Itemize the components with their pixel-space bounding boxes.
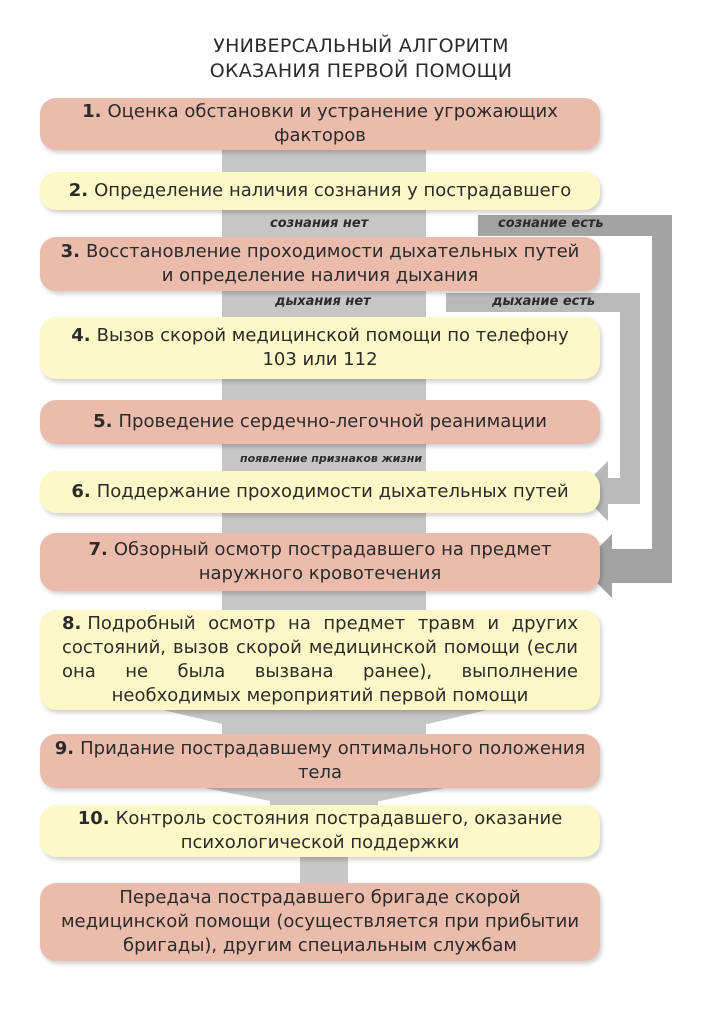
step-9-text: Придание пострадавшему оптимального положения тела	[80, 738, 586, 783]
step-6-text: Поддержание проходимости дыхательных путей	[96, 481, 569, 502]
label-signs-of-life: появление признаков жизни	[240, 452, 423, 465]
step-2-text: Определение наличия сознания у пострадавшего	[94, 180, 572, 201]
step-4-box	[40, 317, 600, 379]
final-step-box	[40, 883, 600, 961]
label-breathing-yes: дыхание есть	[492, 294, 596, 309]
label-no-breathing: дыхания нет	[275, 294, 371, 309]
step-1-number: 1.	[82, 101, 102, 122]
step-8-box	[40, 610, 600, 710]
label-consciousness-yes: сознание есть	[498, 216, 604, 231]
step-3-text: Восстановление проходимости дыхательных путей и определение наличия дыхания	[86, 241, 580, 286]
step-9-box	[40, 734, 600, 788]
title-line-1: УНИВЕРСАЛЬНЫЙ АЛГОРИТМ	[213, 35, 509, 57]
step-2-number: 2.	[68, 180, 89, 201]
label-no-consciousness: сознания нет	[270, 216, 369, 231]
title-line-2: ОКАЗАНИЯ ПЕРВОЙ ПОМОЩИ	[209, 60, 513, 82]
step-5-text: Проведение сердечно-легочной реанимации	[118, 411, 547, 432]
page-title	[0, 34, 722, 84]
step-1-box	[40, 98, 600, 150]
connector-bottom	[300, 855, 348, 885]
step-10-text: Контроль состояния пострадавшего, оказание психологической поддержки	[115, 808, 563, 853]
final-step-text: Передача пострадавшего бригаде скорой медицинской помощи (осуществляется при прибытии бригады), другим специальным службам	[60, 887, 580, 956]
step-5-number: 5.	[93, 411, 113, 432]
step-8-text: Подробный осмотр на предмет травм и других состояний, вызов скорой медицинской помощи (если она не была вызвана ранее), выполнение необходимых мероприятий первой помощи	[62, 613, 578, 706]
step-1-text: Оценка обстановки и устранение угрожающих факторов	[107, 101, 558, 146]
step-3-number: 3.	[60, 241, 80, 262]
step-3-box	[40, 237, 600, 291]
step-7-text: Обзорный осмотр пострадавшего на предмет наружного кровотечения	[113, 539, 552, 584]
step-7-box	[40, 533, 600, 591]
step-4-text: Вызов скорой медицинской помощи по телефону 103 или 112	[96, 325, 569, 370]
step-7-number: 7.	[88, 539, 108, 560]
step-8-number: 8.	[62, 613, 82, 634]
step-4-number: 4.	[71, 325, 91, 346]
step-10-box	[40, 805, 600, 857]
step-5-box	[40, 400, 600, 444]
step-6-box	[40, 471, 600, 513]
step-10-number: 10.	[77, 808, 110, 829]
step-2-box	[40, 172, 600, 210]
step-6-number: 6.	[71, 481, 91, 502]
step-9-number: 9.	[54, 738, 75, 759]
